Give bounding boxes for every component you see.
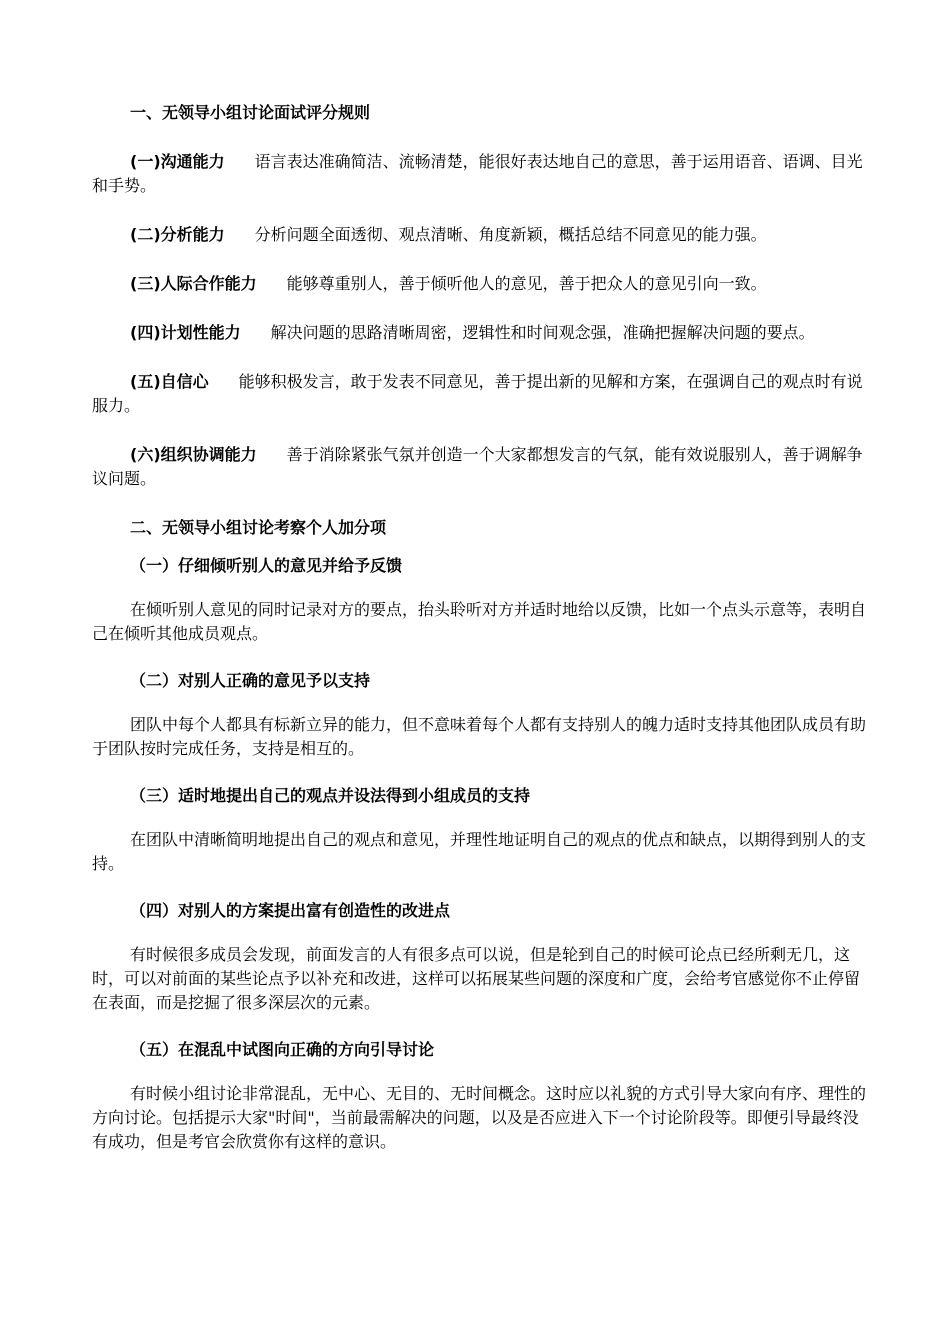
criterion-communication: [92, 150, 868, 198]
criterion-label: (五)自信心: [130, 372, 209, 391]
criterion-text: 能够积极发言，敢于发表不同意见，善于提出新的见解和方案，在强调自己的观点时有说服力。: [92, 372, 863, 415]
section-1-title: 一、无领导小组讨论面试评分规则: [130, 103, 371, 122]
criterion-text: 分析问题全面透彻、观点清晰、角度新颖，概括总结不同意见的能力强。: [254, 225, 767, 244]
document-page: [92, 96, 868, 1154]
criterion-text: 语言表达准确简洁、流畅清楚，能很好表达地自己的意思，善于运用语音、语调、目光和手势。: [92, 152, 863, 195]
criterion-text: 善于消除紧张气氛并创造一个大家都想发言的气氛，能有效说服别人，善于调解争议问题。: [92, 445, 863, 488]
criterion-planning: [92, 321, 868, 345]
criterion-text: 解决问题的思路清晰周密，逻辑性和时间观念强，准确把握解决问题的要点。: [270, 323, 815, 342]
criterion-coordination: [92, 443, 868, 491]
bonus-text-2: 团队中每个人都具有标新立异的能力，但不意味着每个人都有支持别人的魄力适时支持其他团队成员有助于团队按时完成任务，支持是相互的。: [92, 715, 867, 758]
bonus-heading-5: （五）在混乱中试图向正确的方向引导讨论: [130, 1040, 435, 1059]
bonus-text-3: 在团队中清晰简明地提出自己的观点和意见，并理性地证明自己的观点的优点和缺点，以期得到别人的支持。: [92, 830, 867, 873]
bonus-heading-3: （三）适时地提出自己的观点并设法得到小组成员的支持: [130, 786, 531, 805]
criterion-text: 能够尊重别人，善于倾听他人的意见，善于把众人的意见引向一致。: [286, 274, 767, 293]
bonus-heading-1: （一）仔细倾听别人的意见并给予反馈: [130, 556, 403, 575]
criterion-analysis: [92, 223, 868, 247]
section-2-title: 二、无领导小组讨论考察个人加分项: [130, 518, 387, 537]
criterion-cooperation: [92, 272, 868, 296]
criterion-confidence: [92, 370, 868, 418]
criterion-label: (六)组织协调能力: [130, 445, 257, 464]
bonus-heading-2: （二）对别人正确的意见予以支持: [130, 671, 371, 690]
bonus-heading-4: （四）对别人的方案提出富有创造性的改进点: [130, 901, 451, 920]
bonus-text-1: 在倾听别人意见的同时记录对方的要点，抬头聆听对方并适时地给以反馈，比如一个点头示意等，表明自己在倾听其他成员观点。: [92, 600, 867, 643]
criterion-label: (四)计划性能力: [130, 323, 241, 342]
criterion-label: (三)人际合作能力: [130, 274, 257, 293]
bonus-text-5: 有时候小组讨论非常混乱，无中心、无目的、无时间概念。这时应以礼貌的方式引导大家向有序、理性的方向讨论。包括提示大家"时间"，当前最需解决的问题，以及是否应进入下一个讨论阶段等。即便引导最终没有成功，但是考官会欣赏你有这样的意识。: [92, 1084, 867, 1151]
criterion-label: (一)沟通能力: [130, 152, 225, 171]
criterion-label: (二)分析能力: [130, 225, 225, 244]
bonus-text-4: 有时候很多成员会发现，前面发言的人有很多点可以说，但是轮到自己的时候可论点已经所剩无几，这时，可以对前面的某些论点予以补充和改进，这样可以拓展某些问题的深度和广度，会给考官感觉你不止停留在表面，而是挖掘了很多深层次的元素。: [92, 945, 861, 1012]
